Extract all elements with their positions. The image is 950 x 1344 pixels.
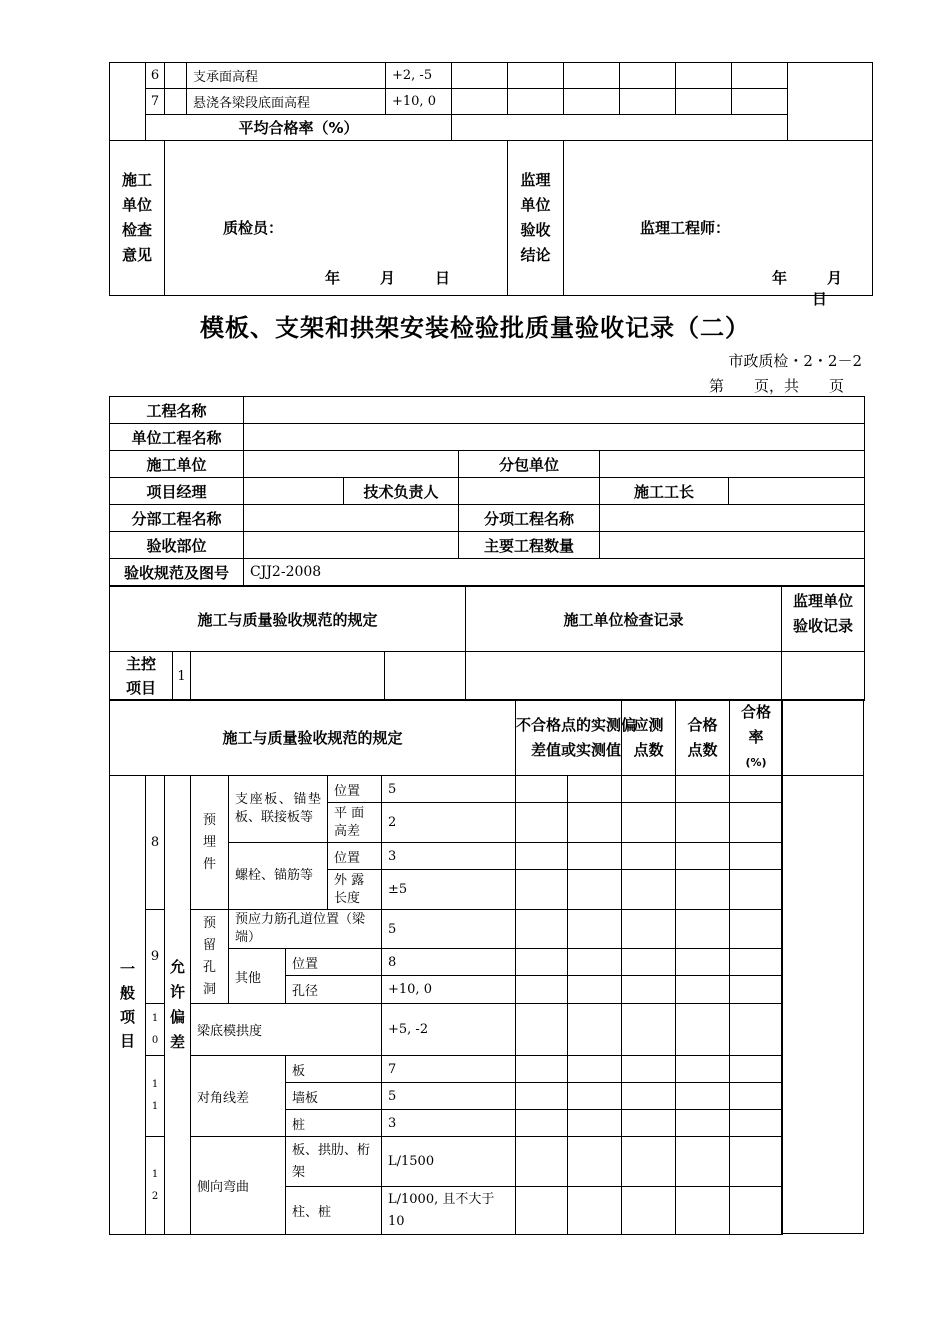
input-cell[interactable] (730, 910, 783, 949)
tol-value: 5 (382, 776, 516, 803)
input-cell[interactable] (622, 803, 676, 843)
item-no-8: 8 (146, 776, 165, 910)
input-cell[interactable] (620, 63, 676, 89)
input-cell[interactable] (622, 949, 676, 976)
spec-rule-header: 施工与质量验收规范的规定 (110, 587, 466, 652)
blank-cell (110, 63, 146, 141)
page-info: 第 页，共 页 (708, 377, 844, 395)
input-cell[interactable] (676, 63, 732, 89)
prestress-label: 预应力筋孔道位置（梁端） (229, 910, 382, 949)
main-control-item[interactable] (191, 652, 385, 701)
project-manager-field[interactable] (244, 478, 344, 505)
input-cell[interactable] (622, 1137, 676, 1187)
subdivision-label: 分项工程名称 (459, 505, 600, 532)
unit-project-label: 单位工程名称 (110, 424, 244, 451)
main-quantity-label: 主要工程数量 (459, 532, 600, 559)
tol-value: 2 (382, 803, 516, 843)
tolerance: +2, -5 (386, 63, 452, 89)
section-table (109, 586, 865, 701)
embed-label: 预埋件 (191, 776, 229, 910)
input-cell[interactable] (730, 803, 783, 843)
input-cell[interactable] (516, 976, 568, 1004)
camber-label: 梁底模拱度 (191, 1004, 382, 1056)
item-name: 悬浇各梁段底面高程 (187, 89, 386, 115)
input-cell[interactable] (676, 803, 730, 843)
input-cell[interactable] (568, 1187, 622, 1235)
supervision-cell[interactable] (782, 700, 864, 776)
input-cell[interactable] (622, 843, 676, 870)
tol-value: L/1500 (382, 1137, 516, 1187)
input-cell[interactable] (732, 89, 788, 115)
input-cell[interactable] (568, 870, 622, 910)
input-cell[interactable] (676, 1137, 730, 1187)
construction-opinion-label: 施工单位检查意见 (110, 141, 165, 296)
tol-value: 3 (382, 1110, 516, 1137)
input-cell[interactable] (676, 1004, 730, 1056)
item-no-12: 12 (146, 1137, 165, 1235)
general-supervision-column (781, 699, 864, 1234)
blank-cell (165, 89, 187, 115)
input-cell[interactable] (516, 1056, 568, 1083)
item-name: 支承面高程 (187, 63, 386, 89)
input-cell[interactable] (516, 1110, 568, 1137)
input-cell[interactable] (516, 843, 568, 870)
inspector-label: 质检员： (223, 219, 284, 237)
tol-value: 5 (382, 910, 516, 949)
input-cell[interactable] (622, 776, 676, 803)
pile-label: 桩 (286, 1110, 382, 1137)
input-cell[interactable] (564, 89, 620, 115)
should-count-header: 应测点数 (622, 700, 676, 776)
pass-rate-header: 合格率 (%) (730, 700, 783, 776)
general-items-table (109, 699, 783, 1235)
support-plate-label: 支座板、锚垫板、联接板等 (229, 776, 328, 843)
input-cell[interactable] (568, 1110, 622, 1137)
input-cell[interactable] (568, 976, 622, 1004)
input-cell[interactable] (676, 976, 730, 1004)
bolt-label: 螺栓、锚筋等 (229, 843, 328, 910)
subdivision-field[interactable] (600, 505, 865, 532)
project-name-label: 工程名称 (110, 397, 244, 424)
main-control-supervision[interactable] (782, 652, 865, 701)
tol-value: ±5 (382, 870, 516, 910)
subcontractor-field[interactable] (600, 451, 865, 478)
input-cell[interactable] (676, 1083, 730, 1110)
tech-lead-label: 技术负责人 (344, 478, 459, 505)
top-partial-table (109, 62, 873, 308)
check-record-header: 施工单位检查记录 (466, 587, 782, 652)
position-label: 位置 (328, 776, 382, 803)
project-manager-label: 项目经理 (110, 478, 244, 505)
input-cell[interactable] (730, 1187, 783, 1235)
row-no: 6 (146, 63, 165, 89)
input-cell[interactable] (516, 910, 568, 949)
spec-label: 验收规范及图号 (110, 559, 244, 586)
location-field[interactable] (244, 532, 459, 559)
flat-height-label: 平 面高差 (328, 803, 382, 843)
main-control-no: 1 (173, 652, 191, 701)
date-line: 年 月日 (772, 269, 843, 308)
main-control-label: 主控项目 (110, 652, 173, 701)
input-cell[interactable] (622, 1056, 676, 1083)
input-cell[interactable] (676, 870, 730, 910)
input-cell[interactable] (516, 776, 568, 803)
input-cell[interactable] (516, 1187, 568, 1235)
pass-count-header: 合格点数 (676, 700, 730, 776)
input-cell[interactable] (508, 89, 564, 115)
input-cell[interactable] (676, 843, 730, 870)
tolerance: +10, 0 (386, 89, 452, 115)
position-label: 位置 (286, 949, 382, 976)
input-cell[interactable] (622, 1187, 676, 1235)
form-code: 市政质检・2・2－2 (728, 352, 862, 370)
input-cell[interactable] (676, 776, 730, 803)
row-no: 7 (146, 89, 165, 115)
input-cell[interactable] (516, 870, 568, 910)
main-quantity-field[interactable] (600, 532, 865, 559)
input-cell[interactable] (730, 870, 783, 910)
input-cell[interactable] (568, 1083, 622, 1110)
input-cell[interactable] (622, 976, 676, 1004)
spec-rule-header: 施工与质量验收规范的规定 (110, 700, 516, 776)
allowed-deviation-label: 允许偏差 (165, 776, 191, 1235)
input-cell[interactable] (730, 1137, 783, 1187)
blank-cell (165, 63, 187, 89)
construction-unit-label: 施工单位 (110, 451, 244, 478)
supervision-record-header: 监理单位验收记录 (782, 587, 865, 652)
input-cell[interactable] (568, 910, 622, 949)
input-cell[interactable] (516, 1083, 568, 1110)
page-title: 模板、支架和拱架安装检验批质量验收记录（二） (200, 314, 750, 342)
supervision-conclusion-label: 监理单位验收结论 (508, 141, 564, 296)
col-pile-label: 柱、桩 (286, 1187, 382, 1235)
input-cell[interactable] (568, 1056, 622, 1083)
expose-length-label: 外 露长度 (328, 870, 382, 910)
unit-project-field[interactable] (244, 424, 865, 451)
tol-value: 3 (382, 843, 516, 870)
diameter-label: 孔径 (286, 976, 382, 1004)
subcontractor-label: 分包单位 (459, 451, 600, 478)
avg-pass-rate-label: 平均合格率（%） (146, 115, 452, 141)
input-cell[interactable] (564, 63, 620, 89)
board-label: 板 (286, 1056, 382, 1083)
input-cell[interactable] (568, 1004, 622, 1056)
input-cell[interactable] (516, 1004, 568, 1056)
location-label: 验收部位 (110, 532, 244, 559)
supervision-cell[interactable] (788, 63, 873, 141)
tol-value: L/1000, 且不大于10 (382, 1187, 516, 1235)
input-cell[interactable] (516, 949, 568, 976)
input-cell[interactable] (508, 63, 564, 89)
foreman-label: 施工工长 (600, 478, 729, 505)
input-cell[interactable] (676, 1056, 730, 1083)
input-cell[interactable] (730, 1110, 783, 1137)
position-label: 位置 (328, 843, 382, 870)
tol-value: 7 (382, 1056, 516, 1083)
input-cell[interactable] (452, 89, 508, 115)
input-cell[interactable] (676, 1110, 730, 1137)
division-field[interactable] (244, 505, 459, 532)
input-cell[interactable] (730, 1083, 783, 1110)
spec-value: CJJ2-2008 (244, 559, 865, 586)
header-table (109, 396, 865, 586)
input-cell[interactable] (622, 1004, 676, 1056)
input-cell[interactable] (568, 949, 622, 976)
input-cell[interactable] (676, 949, 730, 976)
input-cell[interactable] (568, 843, 622, 870)
date-line: 年 月 日 (325, 269, 451, 287)
input-cell[interactable] (622, 910, 676, 949)
other-label: 其他 (229, 949, 286, 1004)
input-cell[interactable] (676, 910, 730, 949)
input-cell[interactable] (516, 1137, 568, 1187)
input-cell[interactable] (730, 843, 783, 870)
input-cell[interactable] (516, 803, 568, 843)
division-label: 分部工程名称 (110, 505, 244, 532)
tol-value: 8 (382, 949, 516, 976)
input-cell[interactable] (730, 1004, 783, 1056)
main-control-tol[interactable] (385, 652, 466, 701)
input-cell[interactable] (732, 63, 788, 89)
item-no-9: 9 (146, 910, 165, 1004)
input-cell[interactable] (620, 89, 676, 115)
input-cell[interactable] (568, 1137, 622, 1187)
construction-opinion-area[interactable] (165, 141, 508, 296)
supervision-cell[interactable] (782, 776, 864, 1234)
project-name-field[interactable] (244, 397, 865, 424)
input-cell[interactable] (730, 1056, 783, 1083)
general-items-label: 一般项目 (110, 776, 146, 1235)
bend-label: 侧向弯曲 (191, 1137, 286, 1235)
input-cell[interactable] (730, 949, 783, 976)
hole-label: 预留孔洞 (191, 910, 229, 1004)
item-no-11: 11 (146, 1056, 165, 1137)
construction-unit-field[interactable] (244, 451, 459, 478)
tol-value: 5 (382, 1083, 516, 1110)
input-cell[interactable] (730, 976, 783, 1004)
tech-lead-field[interactable] (459, 478, 600, 505)
item-no-10: 10 (146, 1004, 165, 1056)
avg-pass-rate-value[interactable] (452, 115, 788, 141)
supervisor-label: 监理工程师： (640, 219, 731, 237)
supervision-conclusion-area[interactable] (564, 141, 873, 308)
tol-value: +5, -2 (382, 1004, 516, 1056)
input-cell[interactable] (676, 89, 732, 115)
wall-label: 墙板 (286, 1083, 382, 1110)
input-cell[interactable] (568, 776, 622, 803)
input-cell[interactable] (452, 63, 508, 89)
input-cell[interactable] (730, 776, 783, 803)
input-cell[interactable] (676, 1187, 730, 1235)
board-rib-label: 板、拱肋、桁架 (286, 1137, 382, 1187)
fail-values-header: 不合格点的实测偏差值或实测值 (516, 700, 622, 776)
input-cell[interactable] (622, 1110, 676, 1137)
input-cell[interactable] (622, 870, 676, 910)
foreman-field[interactable] (729, 478, 865, 505)
input-cell[interactable] (622, 1083, 676, 1110)
diag-label: 对角线差 (191, 1056, 286, 1137)
tol-value: +10, 0 (382, 976, 516, 1004)
input-cell[interactable] (568, 803, 622, 843)
main-control-record[interactable] (466, 652, 782, 701)
